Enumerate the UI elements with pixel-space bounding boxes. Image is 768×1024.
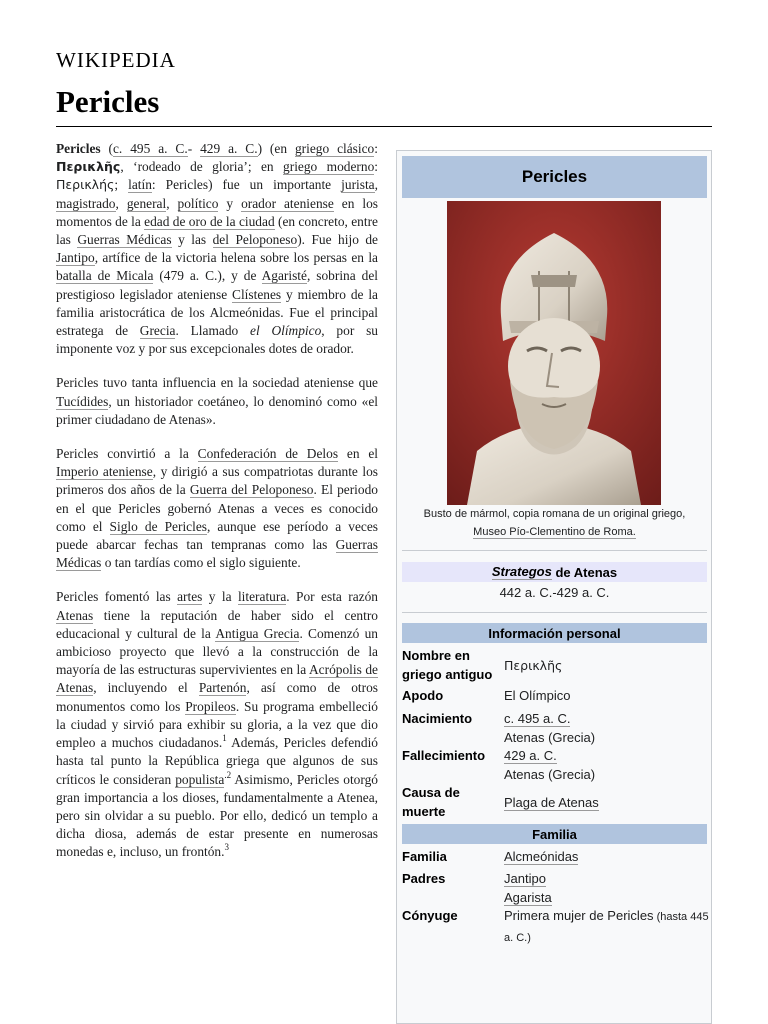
article-text: , aunque ese período a veces puede abarcar fechas tan tempranas como las (56, 518, 378, 553)
birth-date-link[interactable]: c. 495 a. C. (504, 711, 571, 726)
article-text: : (374, 141, 378, 156)
office-term: 442 a. C.-429 a. C. (499, 585, 610, 600)
article-text: (en concreto, entre las (56, 213, 378, 248)
page-title: Pericles (56, 84, 160, 119)
reference-superscript[interactable]: .2 (224, 769, 232, 780)
value-parents (504, 869, 709, 907)
article-link[interactable]: Imperio ateniense (56, 464, 153, 480)
birth-place: Atenas (Grecia) (504, 730, 596, 745)
label-nickname: Apodo (402, 688, 444, 703)
label-cause-of-death: Causa de muerte (402, 785, 460, 819)
caption-line: Busto de mármol, copia romana de un original griego, (423, 508, 686, 520)
article-link[interactable]: magistrado (56, 195, 116, 211)
value-birth (504, 709, 709, 747)
article-text: en los momentos de la (56, 195, 378, 229)
greek-name-text: Περικλῆς (504, 658, 563, 673)
article-link[interactable]: Atenas (56, 607, 94, 623)
article-link[interactable]: literatura (237, 589, 287, 605)
article-text: ( (100, 141, 113, 156)
article-text: tiene la reputación de haber sido el centro educacional y cultural de la (56, 607, 378, 641)
article-text: , ‘rodeado de gloria’; en (120, 159, 284, 175)
image-caption (402, 505, 707, 541)
section-family: Familia (402, 824, 707, 844)
infobox-divider (402, 550, 707, 551)
marble-bust-icon (447, 201, 661, 505)
museum-link[interactable]: Museo Pío-Clementino de Roma. (473, 526, 636, 538)
article-link[interactable]: Agaristé (261, 268, 307, 284)
article-text: Además, Pericles defendió hasta tal punto la República griega que algunos de sus críticos le consideran (56, 735, 378, 787)
article-link[interactable]: batalla de Micala (56, 268, 154, 284)
article-link[interactable]: populista (175, 771, 225, 787)
article-body (56, 140, 378, 878)
label-spouse: Cónyuge (402, 908, 458, 923)
article-text: y las (171, 232, 213, 248)
article-text: , (166, 195, 178, 211)
infobox-divider (402, 612, 707, 613)
article-link[interactable]: político (177, 195, 219, 211)
value-cause-of-death (504, 793, 709, 812)
paragraph-influence (56, 374, 378, 429)
article-link[interactable]: orador ateniense (241, 195, 334, 211)
infobox-title: Pericles (402, 156, 707, 198)
article-link[interactable]: Propileos (185, 698, 236, 714)
spouse-name: Primera mujer de Pericles (504, 908, 654, 923)
article-text: Pericles fomentó las (56, 589, 178, 605)
value-death (504, 746, 709, 784)
article-link[interactable]: Clístenes (232, 286, 282, 302)
article-text: , un historiador coetáneo, lo denominó como «el primer ciudadano de Atenas». (56, 393, 378, 427)
article-text: , (374, 177, 378, 193)
article-text: . Su programa embelleció la ciudad y sirvió para exhibir su gloria, a la vez que dio empleo a muchos ciudadanos. (56, 698, 378, 751)
article-text: ; (114, 177, 129, 193)
portrait-bust-image[interactable] (447, 201, 661, 505)
wordmark-text: WIKIPEDIA (56, 48, 176, 72)
reference-superscript[interactable]: 1 (222, 733, 227, 744)
label-death: Fallecimiento (402, 748, 486, 763)
article-text: en el (338, 446, 379, 462)
article-text: y (218, 195, 242, 211)
article-text: o tan tardías como el siglo siguiente. (101, 555, 301, 571)
article-link[interactable]: Antigua Grecia (215, 625, 300, 641)
article-text: , artífice de la victoria helena sobre los persas en la (94, 250, 378, 266)
article-text: (479 a. C.), y de (153, 268, 262, 284)
value-greek-name (504, 656, 709, 675)
value-spouse (504, 906, 709, 948)
alcmeonidae-link[interactable]: Alcmeónidas (504, 849, 579, 864)
reference-superscript[interactable]: 3 (224, 842, 229, 853)
value-nickname: El Olímpico (504, 688, 571, 703)
article-link[interactable]: general (126, 195, 167, 211)
article-text: : (374, 159, 379, 175)
article-text: Asimismo, Pericles otorgó gran importancia a los dioses, fundamentalmente a Atenea, pero sin olvidar a su pueblo. Por ello, dedicó un templo a dicha diosa, además de estar presente en numerosas monedas e, incluso, un frontón. (56, 771, 378, 860)
parent-link[interactable]: Jantipo (504, 871, 546, 886)
label-birth: Nacimiento (402, 711, 473, 726)
article-link[interactable]: Acrópolis de Atenas (56, 662, 378, 696)
article-text: - (187, 141, 201, 156)
spouse-note: (hasta 445 a. C.) (504, 911, 709, 944)
article-link[interactable]: Guerra del Peloponeso (189, 482, 314, 498)
title-divider (56, 126, 712, 127)
death-date-link[interactable]: 429 a. C. (504, 748, 557, 763)
article-text: : Pericles) fue un importante (151, 177, 342, 193)
article-text: Pericles (56, 141, 101, 156)
article-text: ) (en (257, 141, 295, 156)
paragraph-empire (56, 445, 378, 572)
article-text: . El periodo en el que Pericles gobernó Atenas a veces es conocido como el (56, 482, 378, 534)
article-text: Περικλῆς (56, 159, 121, 175)
article-text: . Por esta razón (286, 589, 378, 605)
article-link[interactable]: latín (128, 177, 152, 193)
label-greek-name: Nombre en griego antiguo (402, 648, 493, 682)
strategos-link[interactable]: Strategos (491, 564, 552, 579)
article-link[interactable]: 429 a. C. (200, 141, 258, 156)
article-link[interactable]: Confederación de Delos (197, 446, 339, 462)
article-text: Περικλής (56, 177, 115, 193)
plague-link[interactable]: Plaga de Atenas (504, 795, 599, 810)
article-text: , así como de otros monumentos como los (56, 680, 378, 714)
article-link[interactable]: Guerras Médicas (77, 232, 172, 248)
article-text: , y dirigió a sus compatriotas durante los primeros dos años de la (56, 464, 378, 498)
office-header (402, 562, 707, 582)
article-link[interactable]: Grecia (139, 323, 176, 339)
parent-link[interactable]: Agarista (504, 890, 552, 905)
paragraph-arts (56, 588, 378, 861)
article-text: ). Fue hijo de (297, 232, 379, 248)
article-link[interactable]: c. 495 a. C. (112, 141, 188, 156)
article-link[interactable]: griego moderno (283, 159, 375, 175)
article-link[interactable]: Guerras Médicas (56, 537, 378, 571)
article-text: , sobrina del prestigioso legislador ateniense (56, 268, 379, 302)
article-link[interactable]: artes (177, 589, 203, 605)
article-text: Pericles tuvo tanta influencia en la sociedad ateniense que (56, 375, 378, 391)
article-text: , por su imponente voz y por sus excepcionales dotes de orador. (56, 323, 378, 357)
label-parents: Padres (402, 871, 446, 886)
section-personal-info: Información personal (402, 623, 707, 643)
article-text: . Comenzó un ambicioso proyecto que llevó a la construcción de la mayoría de las estructuras supervivientes en la (56, 625, 378, 678)
article-text: y miembro de la familia aristocrática de los Alcmeónidas. Fue el principal estratega de (56, 286, 378, 339)
label-family: Familia (402, 849, 447, 864)
article-link[interactable]: jurista (341, 177, 375, 193)
article-link[interactable]: del Peloponeso (212, 232, 298, 248)
wikipedia-wordmark[interactable] (56, 48, 176, 73)
article-link[interactable]: edad de oro de la ciudad (144, 213, 275, 229)
article-text: . Llamado (175, 323, 250, 339)
death-place: Atenas (Grecia) (504, 767, 596, 782)
article-link[interactable]: Tucídides (56, 393, 109, 409)
infobox (396, 150, 712, 1024)
value-family (504, 847, 709, 866)
article-link[interactable]: Jantipo (56, 250, 95, 266)
article-text: , (115, 195, 127, 211)
article-link[interactable]: Partenón (198, 680, 247, 696)
office-suffix: de Atenas (551, 564, 618, 580)
article-text: Pericles convirtió a la (56, 446, 198, 462)
article-link[interactable]: griego clásico (294, 141, 375, 156)
article-text: , incluyendo el (93, 680, 199, 696)
paragraph-intro (56, 140, 378, 358)
article-text: y la (202, 589, 238, 605)
article-text: el Olímpico (250, 323, 322, 339)
article-link[interactable]: Siglo de Pericles (109, 518, 207, 534)
